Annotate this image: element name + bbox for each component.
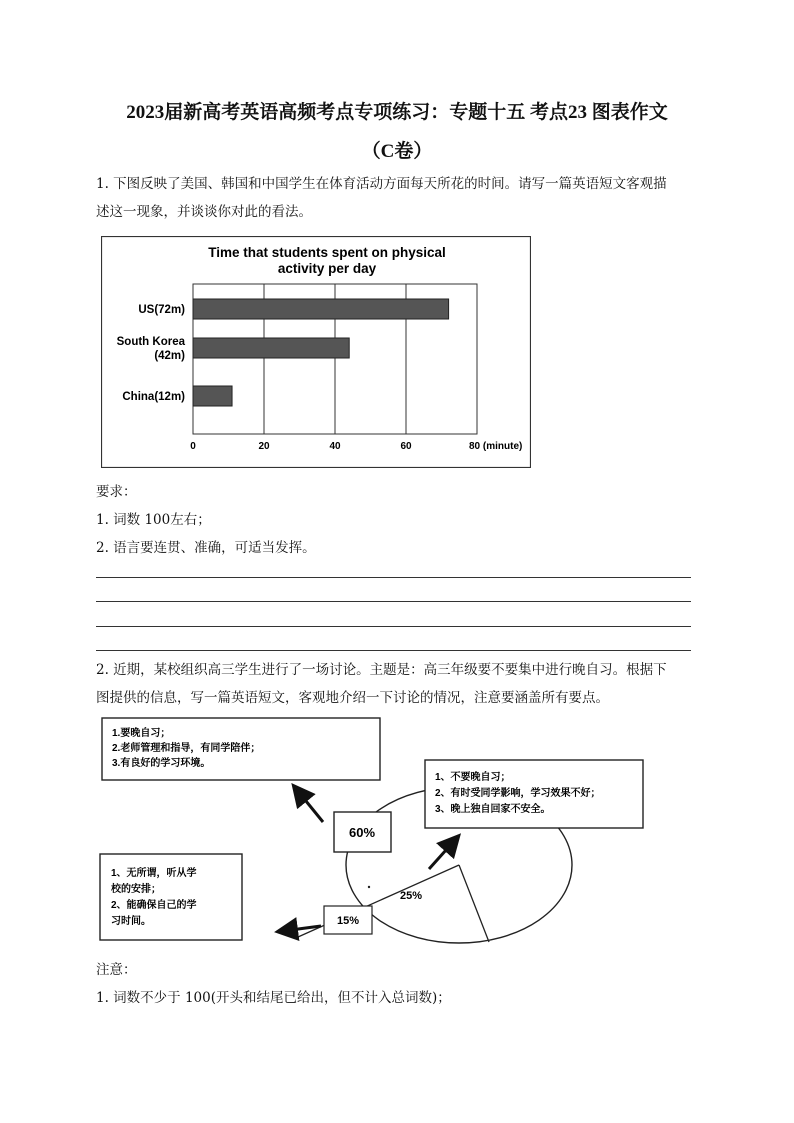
q1-prompt bbox=[96, 170, 696, 226]
pct-25-label: 25% bbox=[399, 890, 423, 902]
tick-label: 40 bbox=[329, 441, 341, 452]
box-neutral-line1: 1、无所谓，听从学 bbox=[111, 868, 197, 879]
page-subtitle: （C卷） bbox=[361, 141, 433, 162]
arrow-to-yes bbox=[297, 790, 323, 822]
chart-title-line1: Time that students spent on physical bbox=[208, 245, 446, 260]
requirement-1: 1. 词数 100左右； bbox=[96, 512, 211, 528]
note-1: 1. 词数不少于 100(开头和结尾已给出，但不计入总词数)； bbox=[96, 990, 451, 1006]
pct-60-label: 60% bbox=[348, 825, 376, 840]
box-yes-line3: 3.有良好的学习环境。 bbox=[112, 758, 211, 769]
box-yes-line1: 1.要晚自习； bbox=[112, 728, 171, 739]
tick-label: 80 (minute) bbox=[469, 441, 523, 452]
box-neutral-line2: 校的安排； bbox=[111, 884, 161, 895]
box-yes-line2: 2.老师管理和指导，有同学陪伴； bbox=[112, 743, 261, 754]
box-no-line2: 2、有时受同学影响，学习效果不好； bbox=[435, 788, 601, 799]
requirement-2: 2. 语言要连贯、准确，可适当发挥。 bbox=[96, 540, 316, 556]
box-no-line1: 1、不要晚自习； bbox=[435, 772, 511, 783]
bar-chart bbox=[101, 236, 531, 468]
box-neutral-line4: 习时间。 bbox=[111, 916, 151, 927]
box-no-line3: 3、晚上独自回家不安全。 bbox=[435, 804, 551, 815]
box-neutral bbox=[100, 854, 242, 940]
category-label: (42m) bbox=[154, 350, 185, 362]
page-title: 2023届新高考英语高频考点专项练习：专题十五 考点23 图表作文 bbox=[126, 102, 668, 123]
answer-line-4 bbox=[96, 650, 691, 651]
category-label: China(12m) bbox=[122, 391, 185, 403]
box-neutral-line3: 2、能确保自己的学 bbox=[111, 900, 197, 911]
pie-diagram bbox=[95, 712, 655, 947]
category-label: South Korea bbox=[116, 336, 185, 348]
q2-prompt bbox=[96, 656, 696, 712]
bar bbox=[193, 386, 232, 406]
bar bbox=[193, 338, 349, 358]
pct-15-label: 15% bbox=[336, 915, 360, 927]
q2-prompt-line2: 图提供的信息，写一篇英语短文，客观地介绍一下讨论的情况，注意要涵盖所有要点。 bbox=[96, 690, 609, 706]
bar bbox=[193, 299, 449, 319]
chart-title-line2: activity per day bbox=[277, 261, 377, 276]
q1-prompt-line2: 述这一现象，并谈谈你对此的看法。 bbox=[96, 204, 312, 220]
answer-line-2 bbox=[96, 601, 691, 602]
q2-notes bbox=[96, 956, 696, 1012]
pie-dot bbox=[368, 886, 370, 888]
tick-label: 20 bbox=[258, 441, 270, 452]
notes-label: 注意： bbox=[96, 962, 137, 978]
q1-prompt-line1: 1. 下图反映了美国、韩国和中国学生在体育活动方面每天所花的时间。请写一篇英语短文客观描 bbox=[96, 176, 667, 192]
q2-prompt-line1: 2. 近期，某校组织高三学生进行了一场讨论。主题是：高三年级要不要集中进行晚自习。根据下 bbox=[96, 662, 667, 678]
arrow-to-neutral bbox=[283, 926, 321, 931]
answer-line-1 bbox=[96, 577, 691, 578]
requirements-label: 要求： bbox=[96, 484, 137, 500]
tick-label: 60 bbox=[400, 441, 412, 452]
q1-requirements bbox=[96, 478, 696, 562]
answer-line-3 bbox=[96, 626, 691, 627]
category-label: US(72m) bbox=[138, 304, 185, 316]
tick-label: 0 bbox=[190, 441, 196, 452]
